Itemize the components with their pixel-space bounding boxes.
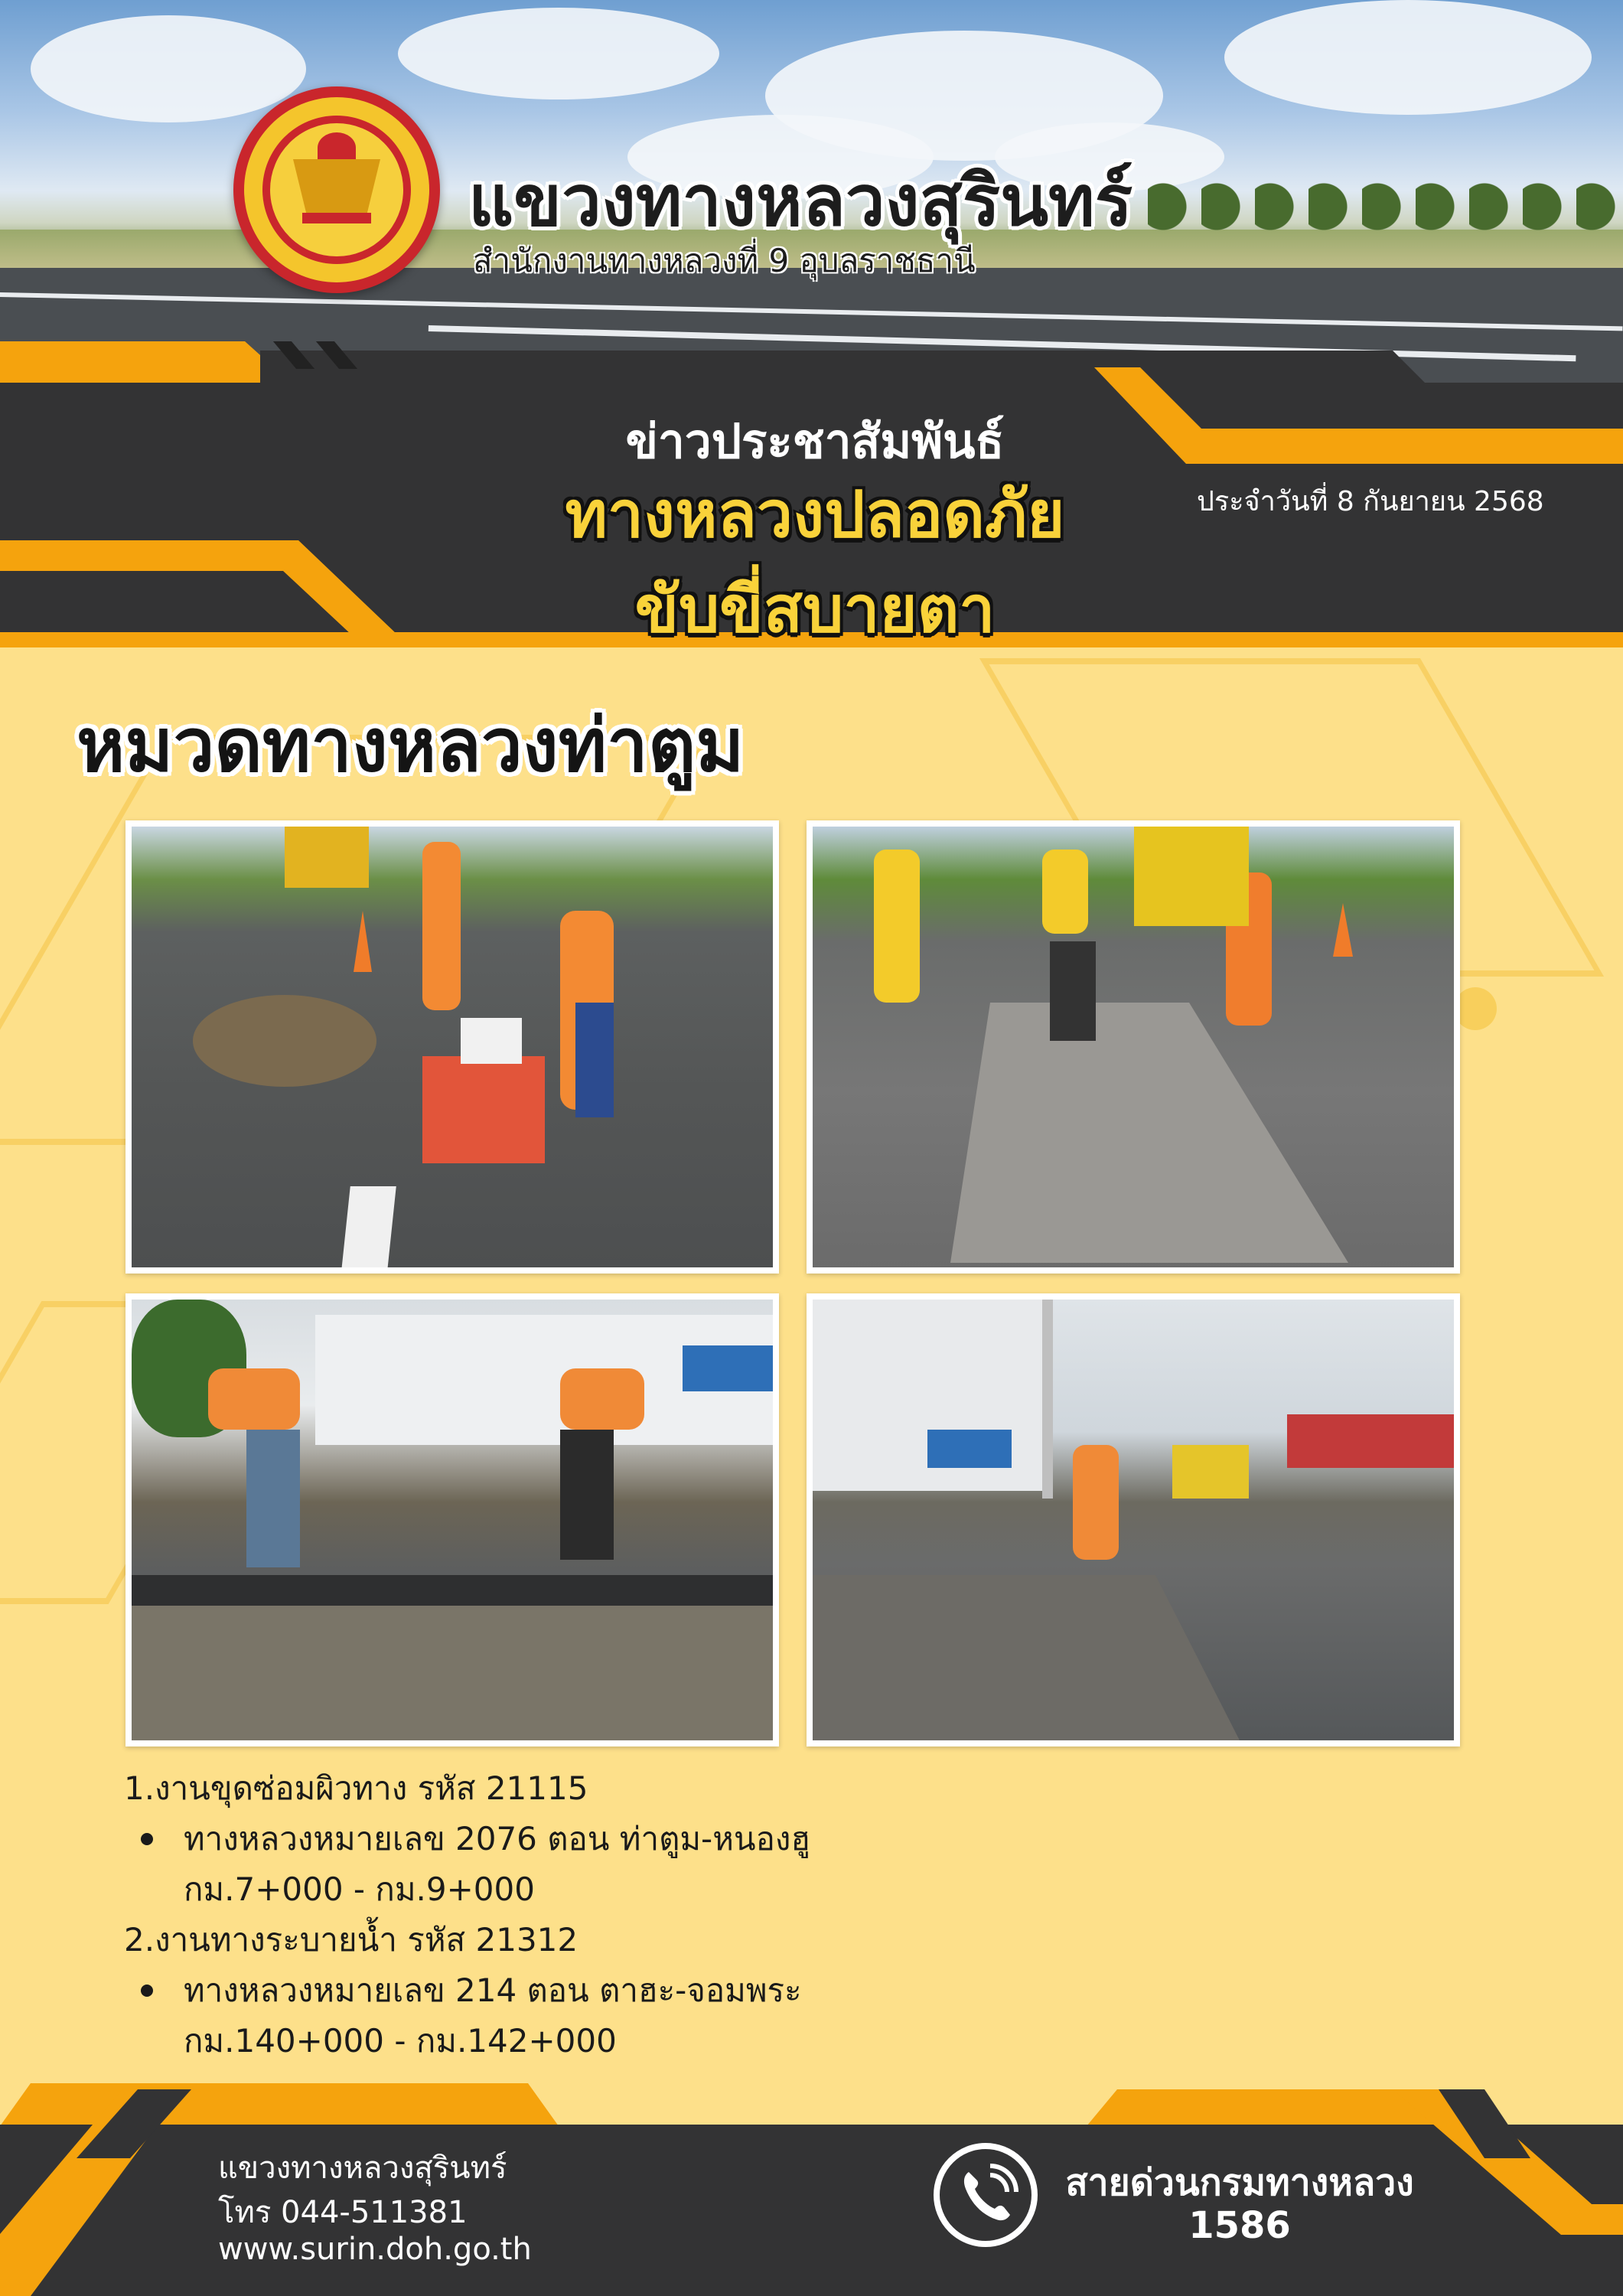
work-list bbox=[124, 1763, 810, 2066]
accent-bar bbox=[0, 2083, 559, 2126]
slogan-line-2: ขับขี่สบายตา bbox=[634, 572, 996, 647]
work-item-1-km: กม.7+000 - กม.9+000 bbox=[184, 1870, 535, 1908]
photo-compacting-base bbox=[807, 820, 1460, 1274]
footer-org-name: แขวงทางหลวงสุรินทร์ bbox=[218, 2151, 507, 2186]
slogan-line-1: ทางหลวงปลอดภัย bbox=[565, 477, 1065, 552]
photo-drain-work-roadside bbox=[807, 1293, 1460, 1746]
work-item-2-title: 2.งานทางระบายน้ำ รหัส 21312 bbox=[124, 1921, 578, 1958]
section-title: หมวดทางหลวงท่าตูม bbox=[77, 703, 745, 788]
news-date: ประจำวันที่ 8 กันยายน 2568 bbox=[1197, 486, 1544, 517]
doh-logo bbox=[233, 86, 440, 293]
hotline-label: สายด่วนกรมทางหลวง bbox=[1065, 2161, 1414, 2204]
accent-bar bbox=[0, 341, 291, 383]
work-item-2-km: กม.140+000 - กม.142+000 bbox=[184, 2022, 617, 2060]
footer-website-link[interactable]: www.surin.doh.go.th bbox=[218, 2232, 532, 2267]
org-name: แขวงทางหลวงสุรินทร์ bbox=[468, 160, 1133, 242]
pr-title: ข่าวประชาสัมพันธ์ bbox=[625, 413, 1005, 469]
work-item-1-title: 1.งานขุดซ่อมผิวทาง รหัส 21115 bbox=[124, 1769, 588, 1807]
footer-phone: โทร 044-511381 bbox=[218, 2195, 468, 2230]
work-item-2-route: ทางหลวงหมายเลข 214 ตอน ตาฮะ-จอมพระ bbox=[124, 1965, 810, 2016]
photo-drain-cleaning bbox=[125, 1293, 779, 1746]
phone-call-icon bbox=[934, 2143, 1038, 2247]
work-item-1-route: ทางหลวงหมายเลข 2076 ตอน ท่าตูม-หนองฮู bbox=[124, 1814, 810, 1864]
org-subtitle: สำนักงานทางหลวงที่ 9 อุบลราชธานี bbox=[473, 242, 976, 279]
dot-decoration bbox=[1454, 987, 1497, 1030]
hotline-number[interactable]: 1586 bbox=[1188, 2204, 1291, 2247]
photo-road-cutting bbox=[125, 820, 779, 1274]
